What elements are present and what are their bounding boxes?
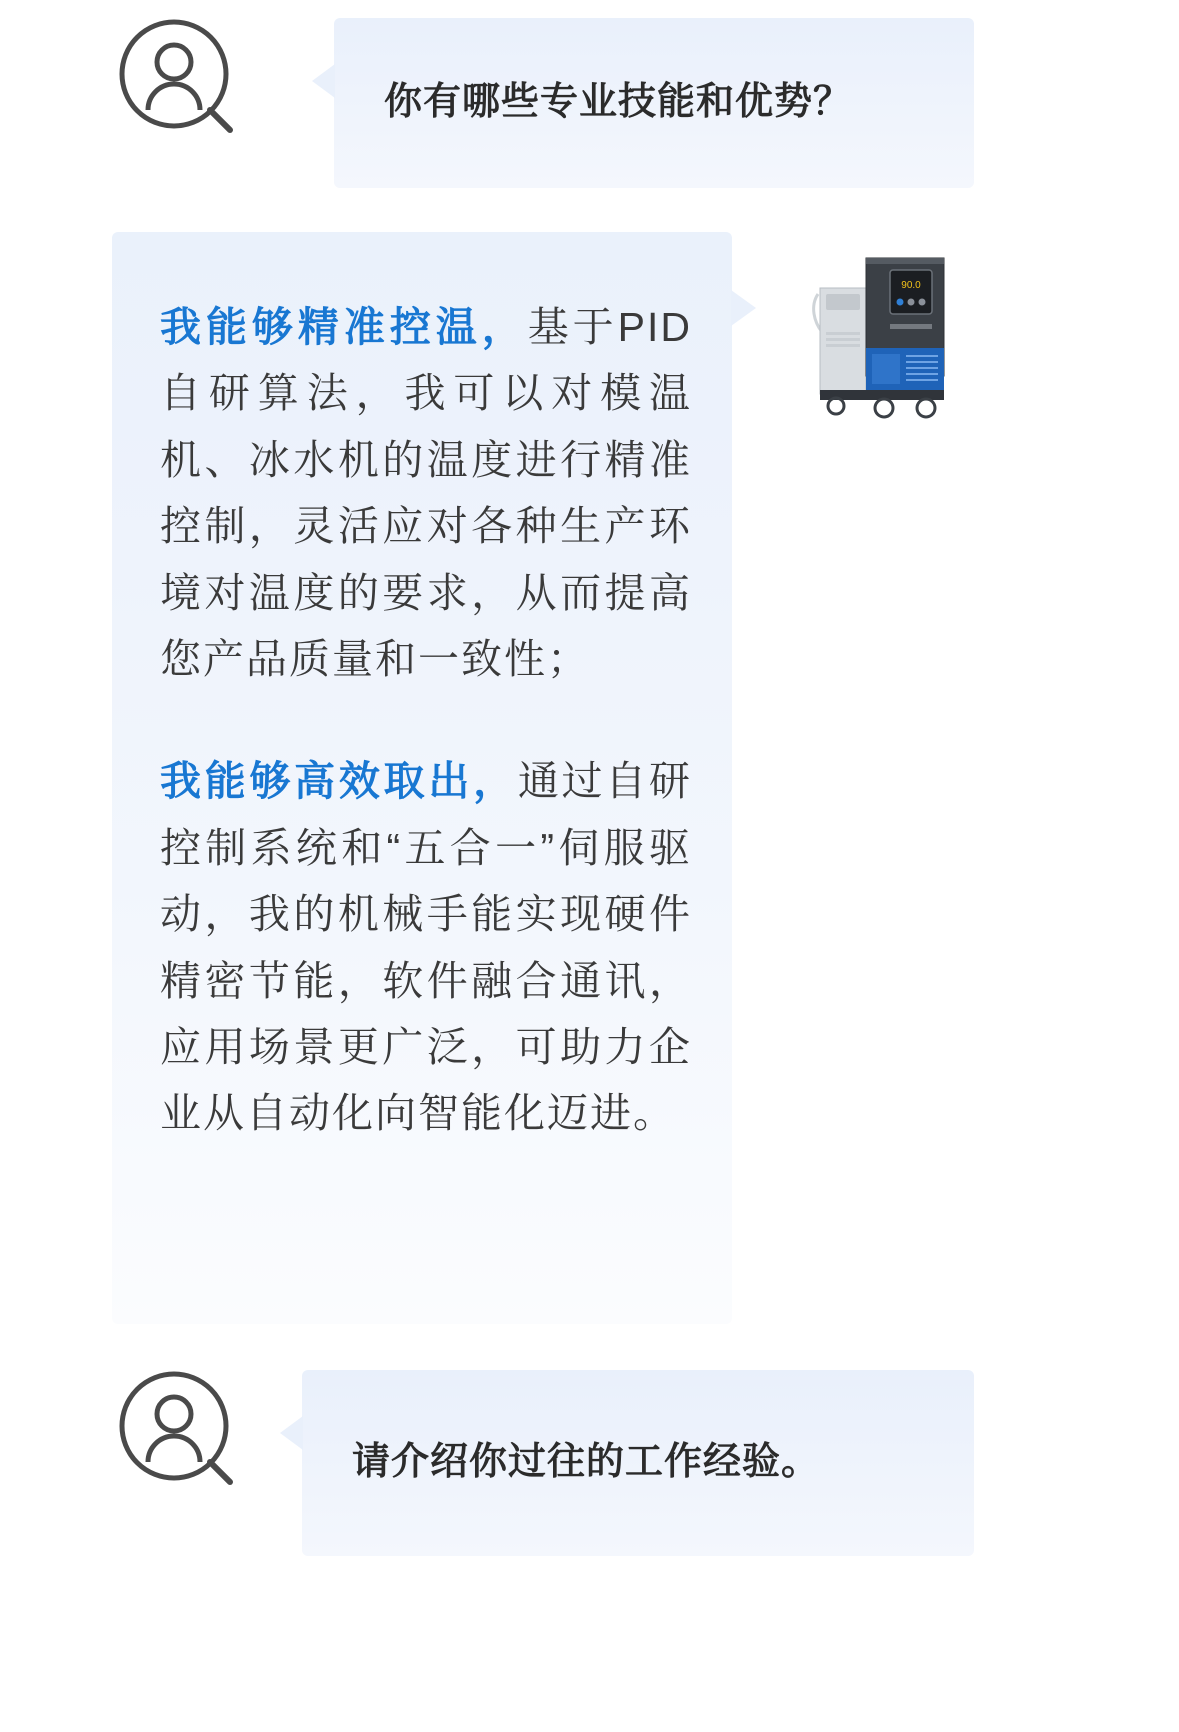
question-text-1: 你有哪些专业技能和优势？ xyxy=(384,81,853,124)
answer-paragraph-1 xyxy=(160,294,692,692)
message-row-user-1 xyxy=(118,18,974,188)
answer-highlight-2: 我能够高效取出， xyxy=(160,758,518,805)
answer-bubble[interactable] xyxy=(112,232,732,1324)
question-bubble-2[interactable] xyxy=(302,1370,974,1556)
message-row-user-2 xyxy=(118,1370,974,1556)
user-avatar-icon xyxy=(118,18,236,136)
answer-paragraph-2 xyxy=(160,748,692,1146)
bubble-tail-icon xyxy=(280,1416,303,1450)
question-text-2: 请介绍你过往的工作经验。 xyxy=(352,1441,821,1484)
answer-highlight-1: 我能够精准控温， xyxy=(160,304,528,350)
answer-body-1: 基于PID自研算法，我可以对模温机、冰水机的温度进行精准控制，灵活应对各种生产环境对温度的要求，从而提高您产品质量和一致性； xyxy=(160,304,692,683)
bubble-tail-icon xyxy=(312,64,335,98)
user-avatar-icon xyxy=(118,1370,236,1488)
mold-temperature-controller-photo[interactable] xyxy=(806,236,966,426)
controller-display-value: 90.0 xyxy=(901,280,921,291)
answer-body-2: 通过自研控制系统和“五合一”伺服驱动，我的机械手能实现硬件精密节能，软件融合通讯，应用场景更广泛，可助力企业从自动化向智能化迈进。 xyxy=(160,758,693,1137)
question-bubble-1[interactable] xyxy=(334,18,974,188)
bubble-tail-icon xyxy=(731,290,756,326)
